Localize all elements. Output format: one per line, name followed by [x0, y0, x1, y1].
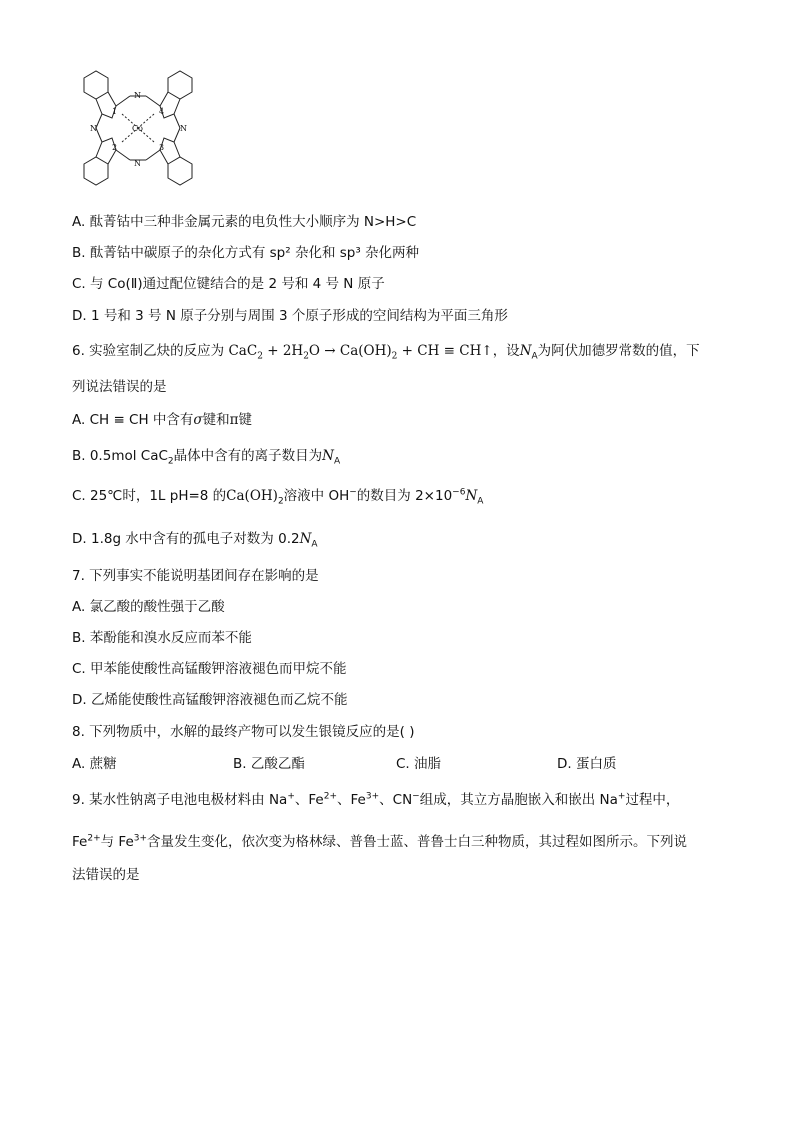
q6-option-d: D. 1.8g 水中含有的孤电子对数为 $0.2N_A$: [72, 531, 318, 550]
q9-stem-line2: $Fe^{2+}$与 $Fe^{3+}$含量发生变化，依次变为格林绿、普鲁士蓝、普鲁士白三种物质，其过程如图所示。下列说: [72, 833, 688, 850]
n-meso-bottom: N: [134, 159, 141, 168]
n4-label: 4: [159, 107, 165, 116]
q8-stem: 8. 下列物质中，水解的最终产物可以发生银镜反应的是( ): [72, 724, 415, 740]
q6-stem-line1: 6. 实验室制乙炔的反应为 $CaC_2 + 2H_2O \to Ca(OH)_2$ + CH ≡ CH↑，设$N_A$为阿伏加德罗常数的值，下: [72, 343, 700, 362]
q8-option-a: A. 蔗糖: [72, 756, 117, 772]
q7-option-d: D. 乙烯能使酸性高锰酸钾溶液褪色而乙烷不能: [72, 692, 348, 708]
q6-option-b: B. 0.5mol CaC$_2$晶体中含有的离子数目为$N_A$: [72, 448, 341, 467]
q8-option-c: C. 油脂: [396, 756, 442, 772]
q9-stem-line1: 9. 某水性钠离子电池电极材料由 Na+、$Fe^{2+}$、$Fe^{3+}$、CN−组成，其立方晶胞嵌入和嵌出 Na+过程中，: [72, 791, 680, 808]
n1-label: 1: [112, 107, 118, 116]
q6-stem-line2: 列说法错误的是: [72, 379, 167, 395]
q6-option-c: C. 25℃时，1L pH=8 的$Ca(OH)_2$溶液中 OH−的数目为 $2\times 10^{-6}N_A$: [72, 487, 484, 507]
q5-option-a: A. 酞菁钴中三种非金属元素的电负性大小顺序为 N>H>C: [72, 214, 417, 230]
n3-label: 3: [159, 143, 165, 152]
n2-label: 2: [112, 143, 118, 152]
n-meso-top: N: [134, 91, 141, 100]
q7-option-b: B. 苯酚能和溴水反应而苯不能: [72, 630, 252, 646]
q6-option-a: A. CH ≡ CH 中含有σ键和π键: [72, 412, 253, 428]
q7-option-a: A. 氯乙酸的酸性强于乙酸: [72, 599, 225, 615]
q9-stem-line3: 法错误的是: [72, 867, 140, 883]
q7-option-c: C. 甲苯能使酸性高锰酸钾溶液褪色而甲烷不能: [72, 661, 347, 677]
q5-option-b: B. 酞菁钴中碳原子的杂化方式有 sp² 杂化和 sp³ 杂化两种: [72, 245, 420, 261]
co-atom-label: Co: [132, 124, 143, 133]
q8-option-b: B. 乙酸乙酯: [233, 756, 305, 772]
q7-stem: 7. 下列事实不能说明基团间存在影响的是: [72, 568, 319, 584]
n-meso-left: N: [90, 124, 97, 133]
n-meso-right: N: [180, 124, 187, 133]
q8-option-d: D. 蛋白质: [557, 756, 617, 772]
q5-option-d: D. 1 号和 3 号 N 原子分别与周围 3 个原子形成的空间结构为平面三角形: [72, 308, 508, 324]
phthalocyanine-cobalt-structure: [72, 68, 212, 193]
q5-option-c: C. 与 Co(Ⅱ)通过配位键结合的是 2 号和 4 号 N 原子: [72, 276, 385, 292]
